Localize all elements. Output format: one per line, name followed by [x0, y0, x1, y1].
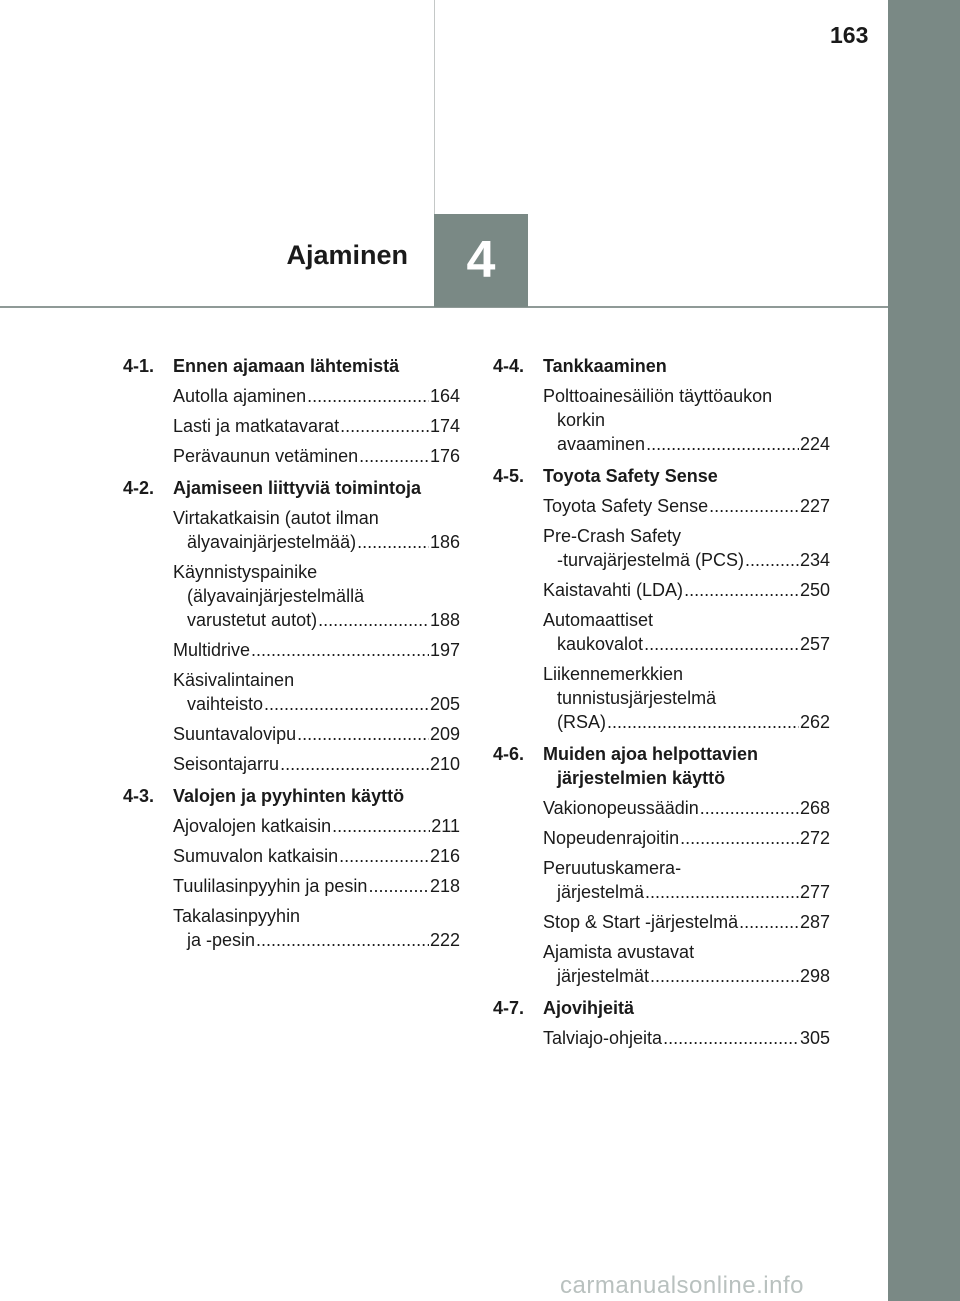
dot-leader: [307, 384, 429, 408]
entry-page-number: 222: [429, 930, 460, 950]
divider-vertical: [434, 0, 435, 214]
entry-line: [543, 880, 830, 904]
toc-entry[interactable]: [493, 826, 830, 850]
dot-leader: [700, 796, 799, 820]
entry-title-lead: Käynnistyspainike (älyavainjärjestelmällä: [173, 562, 365, 606]
entry-line: [173, 722, 460, 746]
dot-leader: [663, 1026, 799, 1050]
entry-page-number: 209: [429, 724, 460, 744]
entry-title: Nopeudenrajoitin: [543, 828, 680, 848]
entry-title: Suuntavalovipu: [173, 724, 297, 744]
section-title: Ajamiseen liittyviä toimintoja: [173, 478, 422, 498]
entry-title: Seisontajarru: [173, 754, 280, 774]
entry-line: [543, 910, 830, 934]
toc-entry[interactable]: [123, 722, 460, 746]
entry-page-number: 210: [429, 754, 460, 774]
dot-leader: [318, 608, 429, 632]
dot-leader: [646, 432, 799, 456]
entry-title: Autolla ajaminen: [173, 386, 307, 406]
entry-page-number: 277: [799, 882, 830, 902]
entry-line: [173, 692, 460, 716]
entry-title: Multidrive: [173, 640, 251, 660]
entry-title: järjestelmät: [557, 966, 650, 986]
dot-leader: [607, 710, 799, 734]
toc-entry[interactable]: [123, 814, 460, 838]
section-title: Ennen ajamaan lähtemistä: [173, 356, 400, 376]
toc-entry[interactable]: [493, 524, 830, 572]
dot-leader: [645, 880, 799, 904]
section-title: Tankkaaminen: [543, 356, 667, 376]
toc-entry[interactable]: [493, 608, 830, 656]
dot-leader: [251, 638, 429, 662]
entry-title-lead: Liikennemerkkien tunnistusjärjestelmä: [543, 664, 717, 708]
dot-leader: [297, 722, 429, 746]
toc-section: [493, 464, 830, 734]
entry-page-number: 188: [429, 610, 460, 630]
dot-leader: [264, 692, 429, 716]
toc-entry[interactable]: [123, 444, 460, 468]
chapter-number-box: 4: [434, 214, 528, 307]
entry-line: [543, 494, 830, 518]
section-title: Ajovihjeitä: [543, 998, 635, 1018]
entry-title: Tuulilasinpyyhin ja pesin: [173, 876, 368, 896]
section-number: 4-1.: [123, 356, 155, 376]
entry-page-number: 224: [799, 434, 830, 454]
toc-entry[interactable]: [493, 796, 830, 820]
entry-title: Stop & Start -järjestelmä: [543, 912, 739, 932]
entry-page-number: 197: [429, 640, 460, 660]
entry-title: Vakionopeussäädin: [543, 798, 699, 818]
toc-entry[interactable]: [493, 578, 830, 602]
dot-leader: [745, 548, 799, 572]
entry-line: [543, 826, 830, 850]
toc-section: [123, 784, 460, 952]
toc-entry[interactable]: [123, 752, 460, 776]
toc-entry[interactable]: [123, 506, 460, 554]
toc-entry[interactable]: [493, 384, 830, 456]
entry-line: [173, 874, 460, 898]
chapter-title: Ajaminen: [286, 240, 408, 270]
entry-title: Ajovalojen katkaisin: [173, 816, 332, 836]
toc-entry[interactable]: [123, 560, 460, 632]
entry-line: [543, 548, 830, 572]
toc-entry[interactable]: [123, 668, 460, 716]
section-heading[interactable]: [123, 784, 460, 808]
entry-page-number: 298: [799, 966, 830, 986]
dot-leader: [680, 826, 799, 850]
dot-leader: [332, 814, 430, 838]
entry-title: (RSA): [557, 712, 606, 732]
entry-line: [173, 384, 460, 408]
entry-page-number: 218: [429, 876, 460, 896]
entry-page-number: 257: [799, 634, 830, 654]
entry-title-lead: Pre-Crash Safety: [543, 526, 682, 546]
entry-line: [173, 530, 460, 554]
dot-leader: [339, 844, 429, 868]
chapter-side-tab: [888, 0, 960, 1301]
entry-page-number: 174: [429, 416, 460, 436]
entry-line: [543, 578, 830, 602]
entry-title: avaaminen: [557, 434, 646, 454]
entry-title: -turvajärjestelmä (PCS): [557, 550, 745, 570]
section-heading[interactable]: [493, 742, 830, 790]
entry-title-lead: Takalasinpyyhin: [173, 906, 301, 926]
page-number: 163: [830, 22, 869, 48]
dot-leader: [357, 530, 429, 554]
entry-line: [543, 796, 830, 820]
section-number: 4-3.: [123, 786, 155, 806]
section-heading[interactable]: [123, 354, 460, 378]
entry-line: [173, 752, 460, 776]
entry-line: [543, 1026, 830, 1050]
entry-title: Sumuvalon katkaisin: [173, 846, 339, 866]
entry-title: varustetut autot): [187, 610, 318, 630]
toc-entry[interactable]: [493, 940, 830, 988]
entry-title-lead: Peruutuskamera-: [543, 858, 682, 878]
dot-leader: [739, 910, 799, 934]
entry-title-lead: Polttoainesäiliön täyttöaukon korkin: [543, 386, 773, 430]
toc-entry[interactable]: [123, 904, 460, 952]
entry-page-number: 216: [429, 846, 460, 866]
entry-page-number: 262: [799, 712, 830, 732]
toc-left-column: [123, 354, 460, 960]
entry-line: [543, 964, 830, 988]
dot-leader: [359, 444, 429, 468]
section-heading[interactable]: [493, 464, 830, 488]
section-title: Valojen ja pyyhinten käyttö: [173, 786, 405, 806]
toc-entry[interactable]: [123, 414, 460, 438]
toc-entry[interactable]: [493, 856, 830, 904]
entry-title-lead: Virtakatkaisin (autot ilman: [173, 508, 379, 528]
entry-line: [543, 710, 830, 734]
entry-page-number: 268: [799, 798, 830, 818]
entry-line: [173, 844, 460, 868]
toc-entry[interactable]: [493, 662, 830, 734]
entry-title-lead: Käsivalintainen: [173, 670, 295, 690]
section-number: 4-5.: [493, 466, 525, 486]
entry-title-lead: Automaattiset: [543, 610, 654, 630]
entry-line: [173, 444, 460, 468]
entry-line: [543, 432, 830, 456]
entry-line: [173, 414, 460, 438]
section-number: 4-2.: [123, 478, 155, 498]
toc-right-column: [493, 354, 830, 1058]
section-title: Muiden ajoa helpottavien järjestelmien käyttö: [543, 744, 759, 788]
entry-page-number: 272: [799, 828, 830, 848]
toc-entry[interactable]: [493, 494, 830, 518]
toc-entry[interactable]: [123, 844, 460, 868]
entry-page-number: 287: [799, 912, 830, 932]
entry-title: älyavainjärjestelmää): [187, 532, 357, 552]
entry-line: [173, 814, 460, 838]
entry-title: Talviajo-ohjeita: [543, 1028, 663, 1048]
entry-page-number: 227: [799, 496, 830, 516]
entry-page-number: 305: [799, 1028, 830, 1048]
section-title: Toyota Safety Sense: [543, 466, 718, 486]
entry-page-number: 164: [429, 386, 460, 406]
toc-entry[interactable]: [493, 1026, 830, 1050]
toc-section: [123, 476, 460, 776]
dot-leader: [644, 632, 799, 656]
section-heading[interactable]: [493, 354, 830, 378]
toc-entry[interactable]: [493, 910, 830, 934]
entry-line: [173, 608, 460, 632]
toc-entry[interactable]: [123, 874, 460, 898]
section-heading[interactable]: [123, 476, 460, 500]
watermark: carmanualsonline.info: [560, 1272, 804, 1299]
entry-line: [173, 638, 460, 662]
entry-title: ja -pesin: [187, 930, 256, 950]
toc-section: [123, 354, 460, 468]
dot-leader: [684, 578, 799, 602]
section-number: 4-6.: [493, 744, 525, 764]
entry-title: vaihteisto: [187, 694, 264, 714]
dot-leader: [340, 414, 429, 438]
entry-page-number: 234: [799, 550, 830, 570]
dot-leader: [368, 874, 429, 898]
entry-title: Lasti ja matkatavarat: [173, 416, 340, 436]
toc-section: [493, 742, 830, 988]
entry-page-number: 250: [799, 580, 830, 600]
entry-page-number: 205: [429, 694, 460, 714]
toc-section: [493, 354, 830, 456]
entry-page-number: 211: [431, 816, 460, 836]
entry-title: Toyota Safety Sense: [543, 496, 709, 516]
toc-section: [493, 996, 830, 1050]
toc-entry[interactable]: [123, 384, 460, 408]
section-heading[interactable]: [493, 996, 830, 1020]
section-number: 4-4.: [493, 356, 525, 376]
dot-leader: [280, 752, 429, 776]
entry-title: järjestelmä: [557, 882, 645, 902]
entry-line: [173, 928, 460, 952]
dot-leader: [709, 494, 799, 518]
toc-entry[interactable]: [123, 638, 460, 662]
entry-page-number: 186: [429, 532, 460, 552]
entry-page-number: 176: [429, 446, 460, 466]
section-number: 4-7.: [493, 998, 525, 1018]
entry-line: [543, 632, 830, 656]
dot-leader: [256, 928, 429, 952]
entry-title: kaukovalot: [557, 634, 644, 654]
entry-title-lead: Ajamista avustavat: [543, 942, 695, 962]
entry-title: Perävaunun vetäminen: [173, 446, 359, 466]
entry-title: Kaistavahti (LDA): [543, 580, 684, 600]
dot-leader: [650, 964, 799, 988]
